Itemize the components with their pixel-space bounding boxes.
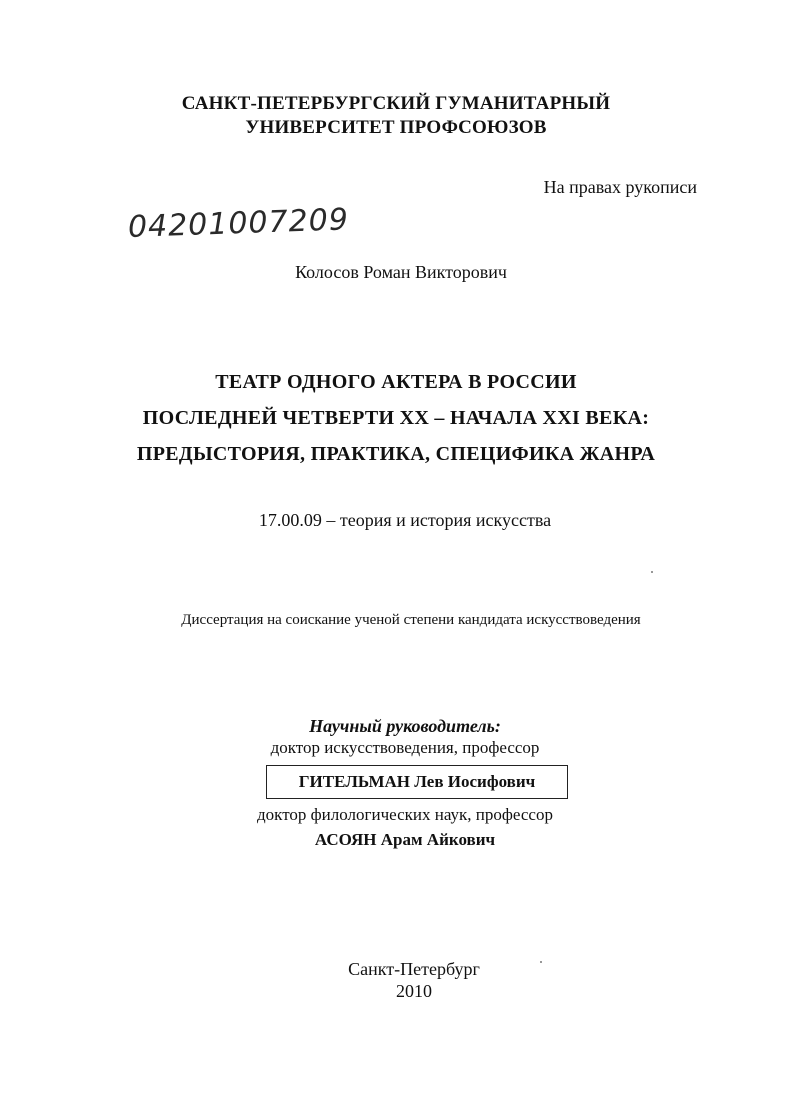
- specialty-code: 17.00.09 – теория и история искусства: [258, 510, 552, 530]
- city: Санкт-Петербург: [348, 959, 480, 979]
- scan-speck: [540, 961, 542, 963]
- dissertation-title: [0, 364, 792, 472]
- scan-speck: [651, 571, 653, 573]
- supervisor-2-degree: доктор филологических наук, профессор: [257, 805, 553, 824]
- supervisor-1-name-box: ГИТЕЛЬМАН Лев Иосифович: [266, 765, 568, 799]
- supervisor-1-degree: доктор искусствоведения, профессор: [270, 738, 540, 757]
- university-line-1: САНКТ-ПЕТЕРБУРГСКИЙ ГУМАНИТАРНЫЙ: [181, 93, 611, 114]
- year: 2010: [396, 981, 432, 1001]
- place-and-year: [0, 958, 792, 1002]
- title-line-2: ПОСЛЕДНЕЙ ЧЕТВЕРТИ XX – НАЧАЛА XXI ВЕКА:: [142, 407, 650, 429]
- supervisor-heading: Научный руководитель:: [309, 716, 501, 736]
- handwritten-registration-number: 04201007209: [127, 202, 350, 245]
- supervisor-2-name: АСОЯН Арам Айкович: [314, 830, 496, 849]
- university-name: [0, 92, 792, 140]
- title-line-1: ТЕАТР ОДНОГО АКТЕРА В РОССИИ: [215, 371, 577, 393]
- rights-note: На правах рукописи: [543, 177, 697, 197]
- university-line-2: УНИВЕРСИТЕТ ПРОФСОЮЗОВ: [245, 117, 547, 138]
- author-name: Колосов Роман Викторович: [295, 262, 507, 282]
- dissertation-note: Диссертация на соискание ученой степени кандидата искусствоведения: [181, 612, 641, 628]
- title-line-3: ПРЕДЫСТОРИЯ, ПРАКТИКА, СПЕЦИФИКА ЖАНРА: [136, 443, 656, 465]
